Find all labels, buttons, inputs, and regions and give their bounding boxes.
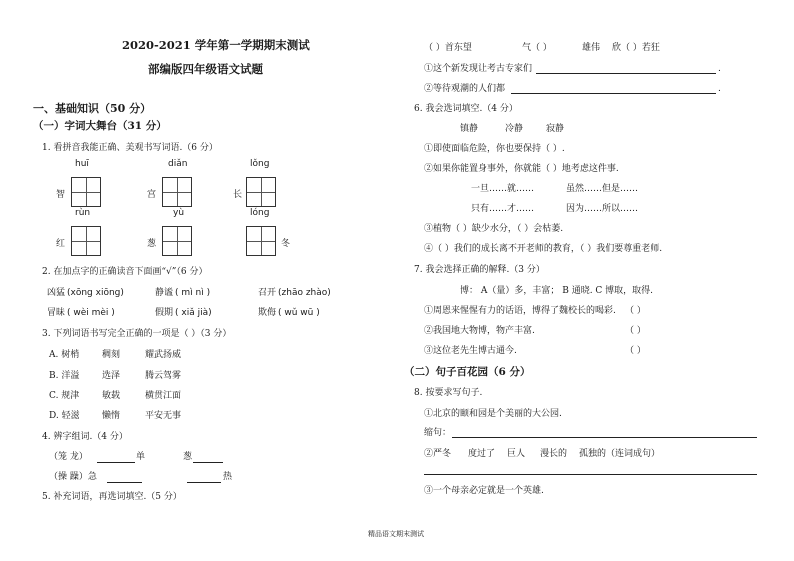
q2-options-3[interactable]: (zhāo zhào): [278, 288, 331, 298]
q4-blank-1[interactable]: [97, 462, 135, 463]
part-sentences: （二）句子百花园（6 分）: [404, 366, 531, 378]
writing-box-5[interactable]: [162, 226, 192, 256]
q6-conj-2: 虽然……但是……: [566, 184, 639, 194]
q3-d-1[interactable]: D. 轻滋: [49, 411, 80, 421]
q7-answer-1[interactable]: （ ）: [625, 306, 646, 316]
q8-word-5: 孤独的（连词成句）: [579, 449, 661, 459]
q5-sentence-2: ②等待观潮的人们都: [424, 84, 506, 94]
pinyin-long1: lǒng: [250, 159, 270, 169]
q5-sentence-1: ①这个新发现让考古专家们: [424, 64, 533, 74]
question-2-prompt: 2. 在加点字的正确读音下面画“√”（6 分）: [42, 267, 208, 277]
q3-b-2: 选泽: [102, 371, 121, 381]
page-footer: 精品语文期末测试: [368, 530, 424, 538]
q5-blank-2[interactable]: 气（ ）: [522, 43, 552, 53]
q2-options-2[interactable]: ( mì nì ): [175, 288, 211, 298]
q7-sentence-3: ③这位老先生博古通今.: [424, 346, 517, 356]
writing-box-3[interactable]: [246, 177, 276, 207]
q4-row1-char1: 单: [136, 452, 146, 462]
q4-row2-pair: （操 躁）急: [49, 472, 97, 482]
char-dong: 冬: [281, 239, 291, 249]
q4-blank-4[interactable]: [187, 482, 221, 483]
question-8-prompt: 8. 按要求写句子.: [414, 388, 483, 398]
q3-a-1[interactable]: A. 树梢: [49, 350, 80, 360]
char-hong: 红: [56, 239, 66, 249]
writing-box-1[interactable]: [71, 177, 101, 207]
q6-conj-4: 因为……所以……: [566, 204, 639, 214]
q7-sentence-2: ②我国地大物博，物产丰富.: [424, 326, 535, 336]
q5-answer-line-2[interactable]: [511, 93, 716, 94]
section-basic-knowledge: 一、基础知识（50 分）: [33, 102, 152, 115]
writing-box-4[interactable]: [71, 226, 101, 256]
q6-conj-3: 只有……才……: [471, 204, 535, 214]
q2-word-1: 凶猛: [47, 288, 66, 298]
q3-c-2: 敏载: [102, 391, 121, 401]
q5-answer-line-1[interactable]: [536, 73, 716, 74]
q2-word-6: 欺侮: [258, 308, 277, 318]
q6-word-2: 冷静: [505, 124, 524, 134]
q5-period-1: .: [718, 64, 721, 74]
q5-blank-3[interactable]: 欣（ ）若狂: [612, 43, 660, 53]
q3-c-1[interactable]: C. 规津: [49, 391, 80, 401]
q3-d-2: 懒惰: [102, 411, 121, 421]
q2-options-4[interactable]: ( wèi mèi ): [67, 308, 115, 318]
pinyin-dian: diǎn: [168, 159, 188, 169]
q2-options-6[interactable]: ( wǔ wū ): [278, 308, 320, 318]
question-1-prompt: 1. 看拼音我能正确、美观书写词语.（6 分）: [42, 143, 218, 153]
q5-word-xiongwei: 雄伟: [582, 43, 601, 53]
q8-answer-line-2[interactable]: [424, 474, 757, 475]
q4-row1-char2: 葱: [183, 452, 193, 462]
question-6-prompt: 6. 我会选词填空.（4 分）: [414, 104, 518, 114]
char-cong: 葱: [147, 239, 157, 249]
part-vocabulary: （一）字词大舞台（31 分）: [33, 120, 167, 132]
q7-definitions: 博： A（量）多，丰富； B 通晓. C 博取，取得.: [460, 286, 654, 296]
q6-sentence-2[interactable]: ②如果你能置身事外，你就能（ ）地考虑这件事.: [424, 164, 619, 174]
pinyin-run: rùn: [75, 208, 91, 218]
q6-sentence-1[interactable]: ①即使面临危险，你也要保持（ ）.: [424, 144, 565, 154]
q8-sentence-3: ③一个母亲必定就是一个英雄.: [424, 486, 544, 496]
q6-sentence-3[interactable]: ③植物（ ）缺少水分，（ ）会枯萎.: [424, 224, 564, 234]
q3-d-3: 平安无事: [145, 411, 182, 421]
q2-word-4: 冒昧: [47, 308, 66, 318]
q2-options-5[interactable]: ( xiǎ jià): [175, 308, 212, 318]
q4-row2-char: 热: [223, 472, 233, 482]
q3-b-3: 腾云驾雾: [145, 371, 182, 381]
pinyin-long2: lóng: [250, 208, 270, 218]
q3-a-3: 耀武扬威: [145, 350, 182, 360]
q6-sentence-4[interactable]: ④（ ）我们的成长离不开老师的教育，（ ）我们要尊重老师.: [424, 244, 663, 254]
writing-box-6[interactable]: [246, 226, 276, 256]
exam-subtitle: 部编版四年级语文试题: [148, 62, 263, 76]
q3-b-1[interactable]: B. 洋溢: [49, 371, 80, 381]
q2-options-1[interactable]: (xōng xiōng): [67, 288, 124, 298]
q3-a-2: 稠刻: [102, 350, 121, 360]
char-zhi: 智: [56, 190, 66, 200]
q5-period-2: .: [718, 84, 721, 94]
writing-box-2[interactable]: [162, 177, 192, 207]
question-3-prompt: 3. 下列词语书写完全正确的一项是（ ）（3 分）: [42, 329, 232, 339]
q8-sentence-1: ①北京的颐和园是个美丽的大公园.: [424, 409, 562, 419]
question-5-prompt: 5. 补充词语，再选词填空.（5 分）: [42, 492, 182, 502]
char-chang: 长: [233, 190, 243, 200]
q8-suoju-label: 缩句：: [424, 428, 452, 438]
pinyin-hui: huī: [75, 159, 89, 169]
q8-word-3: 巨人: [507, 449, 526, 459]
q2-word-3: 召开: [258, 288, 277, 298]
q3-c-3: 横贯江面: [145, 391, 182, 401]
q2-word-5: 假期: [155, 308, 174, 318]
q6-word-3: 寂静: [546, 124, 565, 134]
q4-row1-pair: （笼 龙）: [49, 452, 88, 462]
q8-word-2: 度过了: [468, 449, 496, 459]
q2-word-2: 静谧: [155, 288, 174, 298]
question-4-prompt: 4. 辨字组词.（4 分）: [42, 432, 128, 442]
q7-sentence-1: ①周恩来惺惺有力的话语，博得了魏校长的喝彩.: [424, 306, 616, 316]
q7-answer-2[interactable]: （ ）: [625, 326, 646, 336]
q4-blank-3[interactable]: [107, 482, 142, 483]
q8-answer-line-1[interactable]: [452, 437, 757, 438]
q8-word-4: 漫长的: [540, 449, 568, 459]
q8-word-1: ②严冬: [424, 449, 452, 459]
q4-blank-2[interactable]: [193, 462, 223, 463]
q6-conj-1: 一旦……就……: [471, 184, 535, 194]
exam-title: 2020-2021 学年第一学期期末测试: [122, 38, 310, 52]
q6-word-1: 镇静: [460, 124, 479, 134]
question-7-prompt: 7. 我会选择正确的解释.（3 分）: [414, 265, 545, 275]
char-gong: 宫: [147, 190, 157, 200]
q7-answer-3[interactable]: （ ）: [625, 346, 646, 356]
q5-blank-1[interactable]: （ ）首东望: [424, 43, 472, 53]
pinyin-yu: yù: [173, 208, 185, 218]
